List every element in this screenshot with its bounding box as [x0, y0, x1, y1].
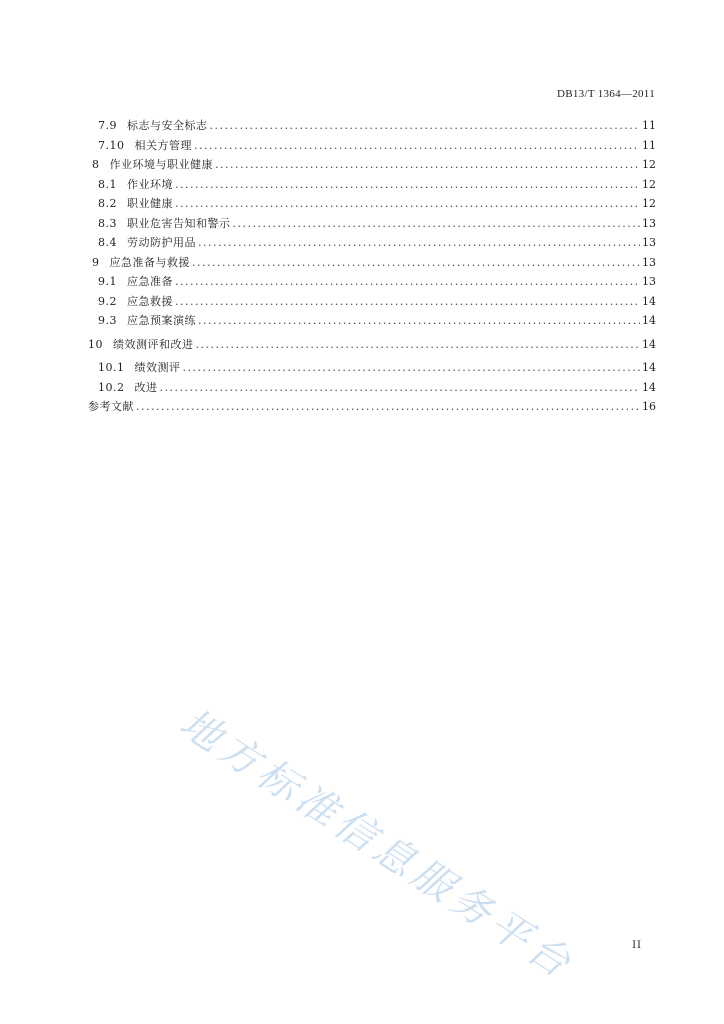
toc-entry-title: 应急准备 — [127, 275, 173, 288]
toc-entry-number: 10.2 — [98, 380, 125, 394]
toc-entry[interactable] — [88, 292, 656, 312]
toc-leader-dots — [194, 136, 640, 156]
toc-entry-title: 作业环境与职业健康 — [109, 158, 213, 171]
toc-entry[interactable] — [88, 155, 656, 175]
toc-entry-title: 应急预案演练 — [127, 314, 196, 327]
toc-entry-page: 16 — [642, 400, 656, 413]
toc-leader-dots — [175, 272, 640, 292]
toc-entry[interactable] — [88, 116, 656, 136]
toc-entry-title: 职业危害告知和警示 — [127, 216, 231, 230]
toc-entry[interactable] — [88, 272, 656, 292]
toc-entry-number: 7.10 — [98, 138, 125, 152]
toc-entry-number: 10.1 — [98, 361, 125, 374]
toc-entry[interactable] — [88, 233, 656, 253]
toc-leader-dots — [210, 116, 641, 136]
toc-entry-page: 11 — [642, 119, 656, 132]
toc-leader-dots — [215, 155, 640, 175]
standard-code: DB13/T 1364—2011 — [557, 88, 655, 100]
toc-leader-dots — [160, 378, 641, 398]
toc-entry-number: 9.2 — [98, 294, 117, 308]
toc-entry-number: 8.2 — [98, 197, 117, 210]
toc-leader-dots — [196, 335, 641, 355]
toc-leader-dots — [192, 253, 640, 273]
toc-entry-number: 9.3 — [98, 314, 117, 327]
toc-entry-page: 13 — [642, 255, 656, 269]
toc-entry[interactable] — [88, 397, 656, 417]
toc-entry-page: 11 — [642, 138, 656, 152]
page-number: II — [632, 940, 642, 951]
toc-entry[interactable] — [88, 378, 656, 398]
toc-leader-dots — [136, 397, 640, 417]
toc-entry-title: 绩效测评 — [134, 361, 181, 374]
toc-entry[interactable] — [88, 214, 656, 234]
toc-entry[interactable] — [88, 335, 656, 355]
toc-leader-dots — [183, 358, 641, 378]
toc-entry-number: 10 — [88, 337, 103, 351]
toc-entry-title: 标志与安全标志 — [127, 119, 208, 132]
toc-entry-page: 13 — [642, 275, 656, 288]
toc-entry-number: 8 — [92, 158, 100, 171]
watermark: 地方标准信息服务平台 — [171, 700, 583, 990]
toc-entry-title: 职业健康 — [127, 197, 173, 210]
toc-entry[interactable] — [88, 311, 656, 331]
toc-entry-page: 14 — [642, 314, 656, 327]
toc-leader-dots — [175, 175, 640, 195]
toc-leader-dots — [198, 233, 640, 253]
toc-entry[interactable] — [88, 175, 656, 195]
toc-leader-dots — [175, 292, 640, 312]
toc-entry[interactable] — [88, 358, 656, 378]
table-of-contents — [88, 116, 656, 417]
toc-entry-title: 应急救援 — [127, 294, 173, 308]
toc-leader-dots — [175, 194, 640, 214]
toc-entry-page: 14 — [642, 361, 656, 374]
toc-entry-page: 12 — [642, 158, 656, 171]
toc-entry-page: 14 — [642, 380, 656, 394]
toc-entry-title: 参考文献 — [88, 400, 134, 413]
toc-entry-title: 作业环境 — [127, 177, 173, 191]
toc-leader-dots — [233, 214, 641, 234]
toc-entry-number: 9.1 — [98, 275, 117, 288]
toc-entry[interactable] — [88, 253, 656, 273]
toc-entry-page: 14 — [642, 294, 656, 308]
toc-entry-page: 12 — [642, 177, 656, 191]
toc-entry-number: 7.9 — [98, 119, 117, 132]
toc-entry[interactable] — [88, 194, 656, 214]
toc-leader-dots — [198, 311, 640, 331]
toc-entry-title: 绩效测评和改进 — [113, 337, 194, 351]
toc-entry-number: 8.3 — [98, 216, 117, 230]
toc-entry[interactable] — [88, 136, 656, 156]
toc-entry-title: 相关方管理 — [134, 138, 192, 152]
toc-entry-page: 14 — [642, 337, 656, 351]
toc-entry-page: 13 — [642, 236, 656, 249]
toc-entry-number: 9 — [92, 255, 100, 269]
toc-entry-number: 8.4 — [98, 236, 117, 249]
toc-entry-title: 改进 — [134, 380, 158, 394]
toc-entry-title: 应急准备与救援 — [109, 255, 190, 269]
toc-entry-page: 12 — [642, 197, 656, 210]
toc-entry-title: 劳动防护用品 — [127, 236, 196, 249]
toc-entry-number: 8.1 — [98, 177, 117, 191]
toc-entry-page: 13 — [642, 216, 656, 230]
